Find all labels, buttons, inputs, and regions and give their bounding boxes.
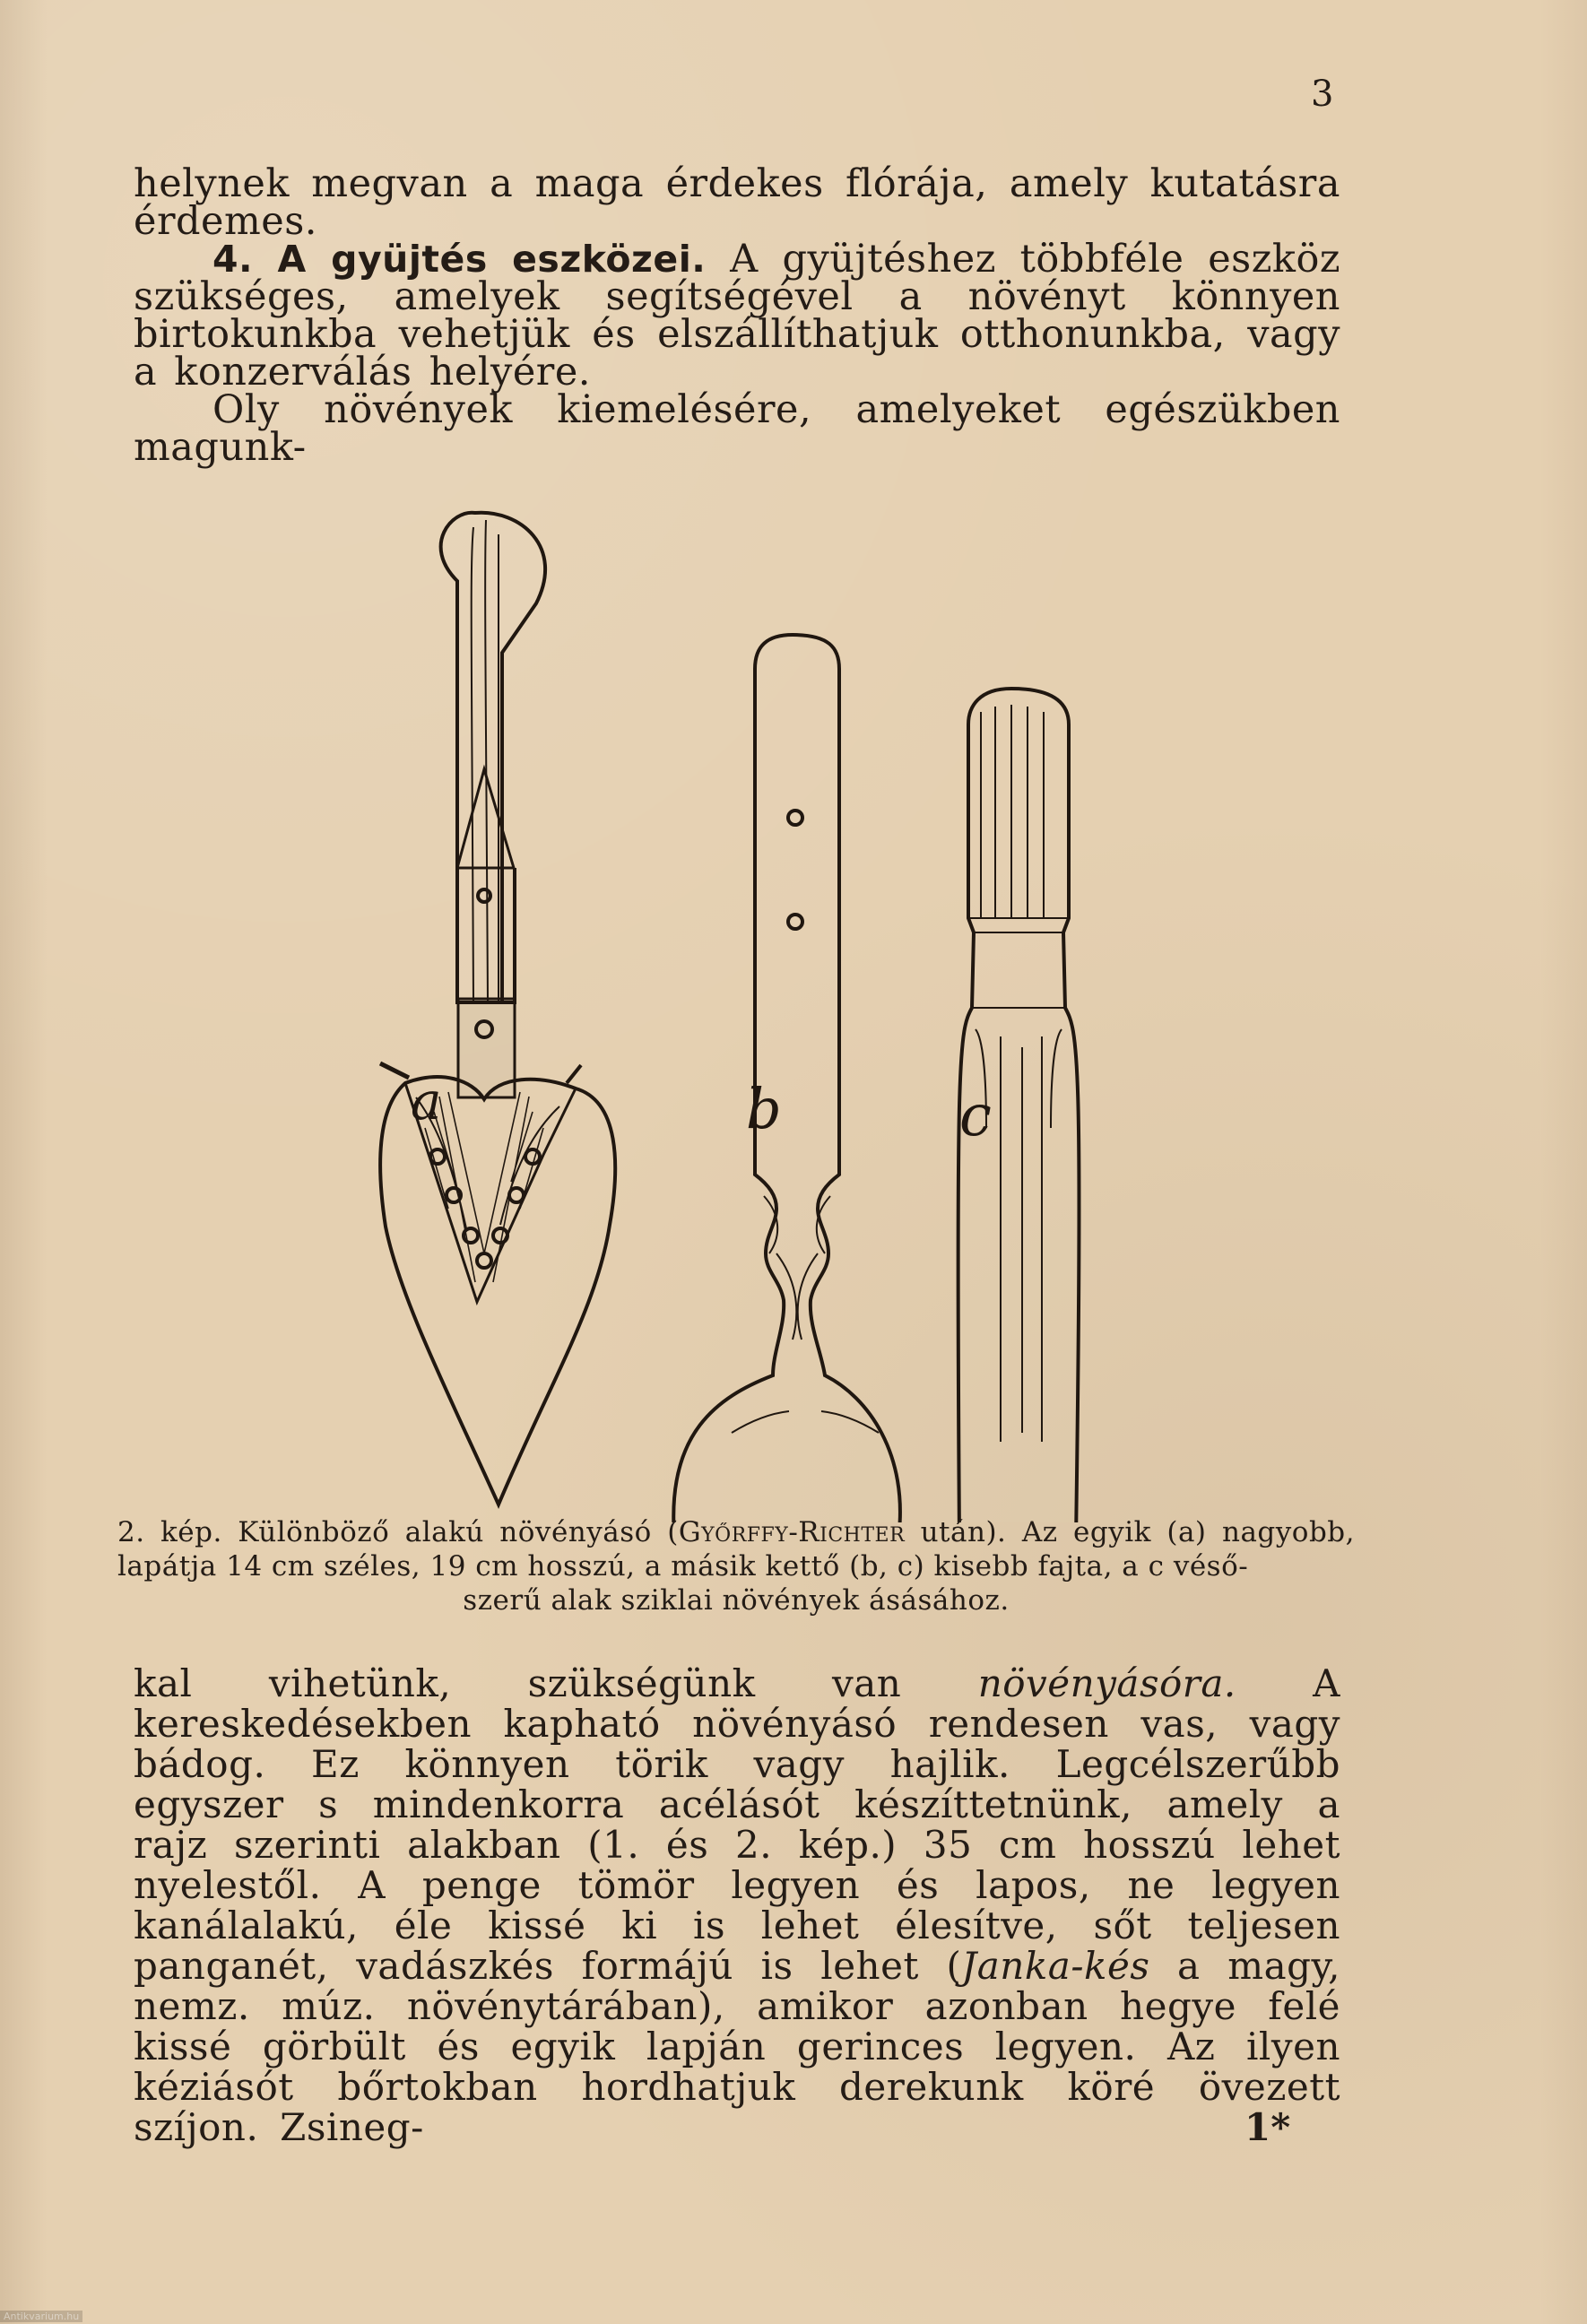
section-text: A gyüjtéshez többféle eszköz szükséges, amelyek segítségével a növényt könnyen birtokunkba vehetjük és elszállíthatjuk otthonunkba, vagy a konzerválás helyére. [134, 237, 1340, 395]
section-title: 4. A gyüjtés eszközei. [212, 238, 707, 281]
label-a: a [411, 1071, 442, 1132]
lower-rest: A kereskedésekben kapható növényásó rendesen vas, vagy bádog. Ez könnyen törik vagy hajlik. Legcélszerűbb egyszer s mindenkorra acélásót készíttetnünk, amely a rajz szerinti alakban (1. és 2. kép.) 35 cm hosszú lehet nyelestől. A penge tömör legyen és lapos, ne legyen kanálalakú, éle kissé ki is lehet élesítve, sőt teljesen panganét, vadászkés formájú is lehet ( [134, 1661, 1340, 1988]
tool-b [673, 635, 900, 1522]
lower-paragraph [134, 1663, 1340, 2147]
lower-janka: Janka-kés [961, 1944, 1150, 1988]
section-paragraph [134, 237, 1340, 395]
figure-caption [117, 1515, 1355, 1617]
lower-emph: növényásóra. [977, 1661, 1236, 1705]
tool-a [380, 513, 615, 1505]
lower-start: kal vihetünk, szükségünk van [134, 1661, 978, 1705]
lower-text-block [134, 1663, 1340, 2147]
intro-line: Oly növények kiemelésére, amelyeket egészükben magunk- [134, 387, 1340, 470]
lower-rest2: a magy, nemz. múz. növénytárában), amikor azonban hegye felé kissé görbült és egyik lapján gerinces legyen. Az ilyen kéziásót bőrtokban hordhatjuk derekunk köré övezett szíjon. Zsineg- [134, 1944, 1341, 2149]
label-b: b [746, 1076, 782, 1141]
signature-mark: 1* [1244, 2105, 1291, 2149]
page-number: 3 [1311, 74, 1335, 115]
label-c: c [959, 1083, 992, 1149]
caption-last-line: szerű alak sziklai növények ásásához. [463, 1584, 1010, 1617]
watermark: Antikvarium.hu [0, 2311, 82, 2322]
tool-illustration [341, 500, 1148, 1522]
caption-prefix: 2. kép. Különböző alakú növényásó ( [117, 1516, 679, 1548]
caption-suffix: után). Az egyik (a) nagyobb, lapátja 14 cm széles, 19 cm hosszú, a másik kettő (b, c) kisebb fajta, a c véső- [117, 1516, 1355, 1583]
caption-author: Győrffy-Richter [678, 1516, 906, 1548]
top-text-block [134, 161, 1340, 470]
opening-paragraph: helynek megvan a maga érdekes flórája, amely kutatásra érdemes. [134, 161, 1340, 244]
